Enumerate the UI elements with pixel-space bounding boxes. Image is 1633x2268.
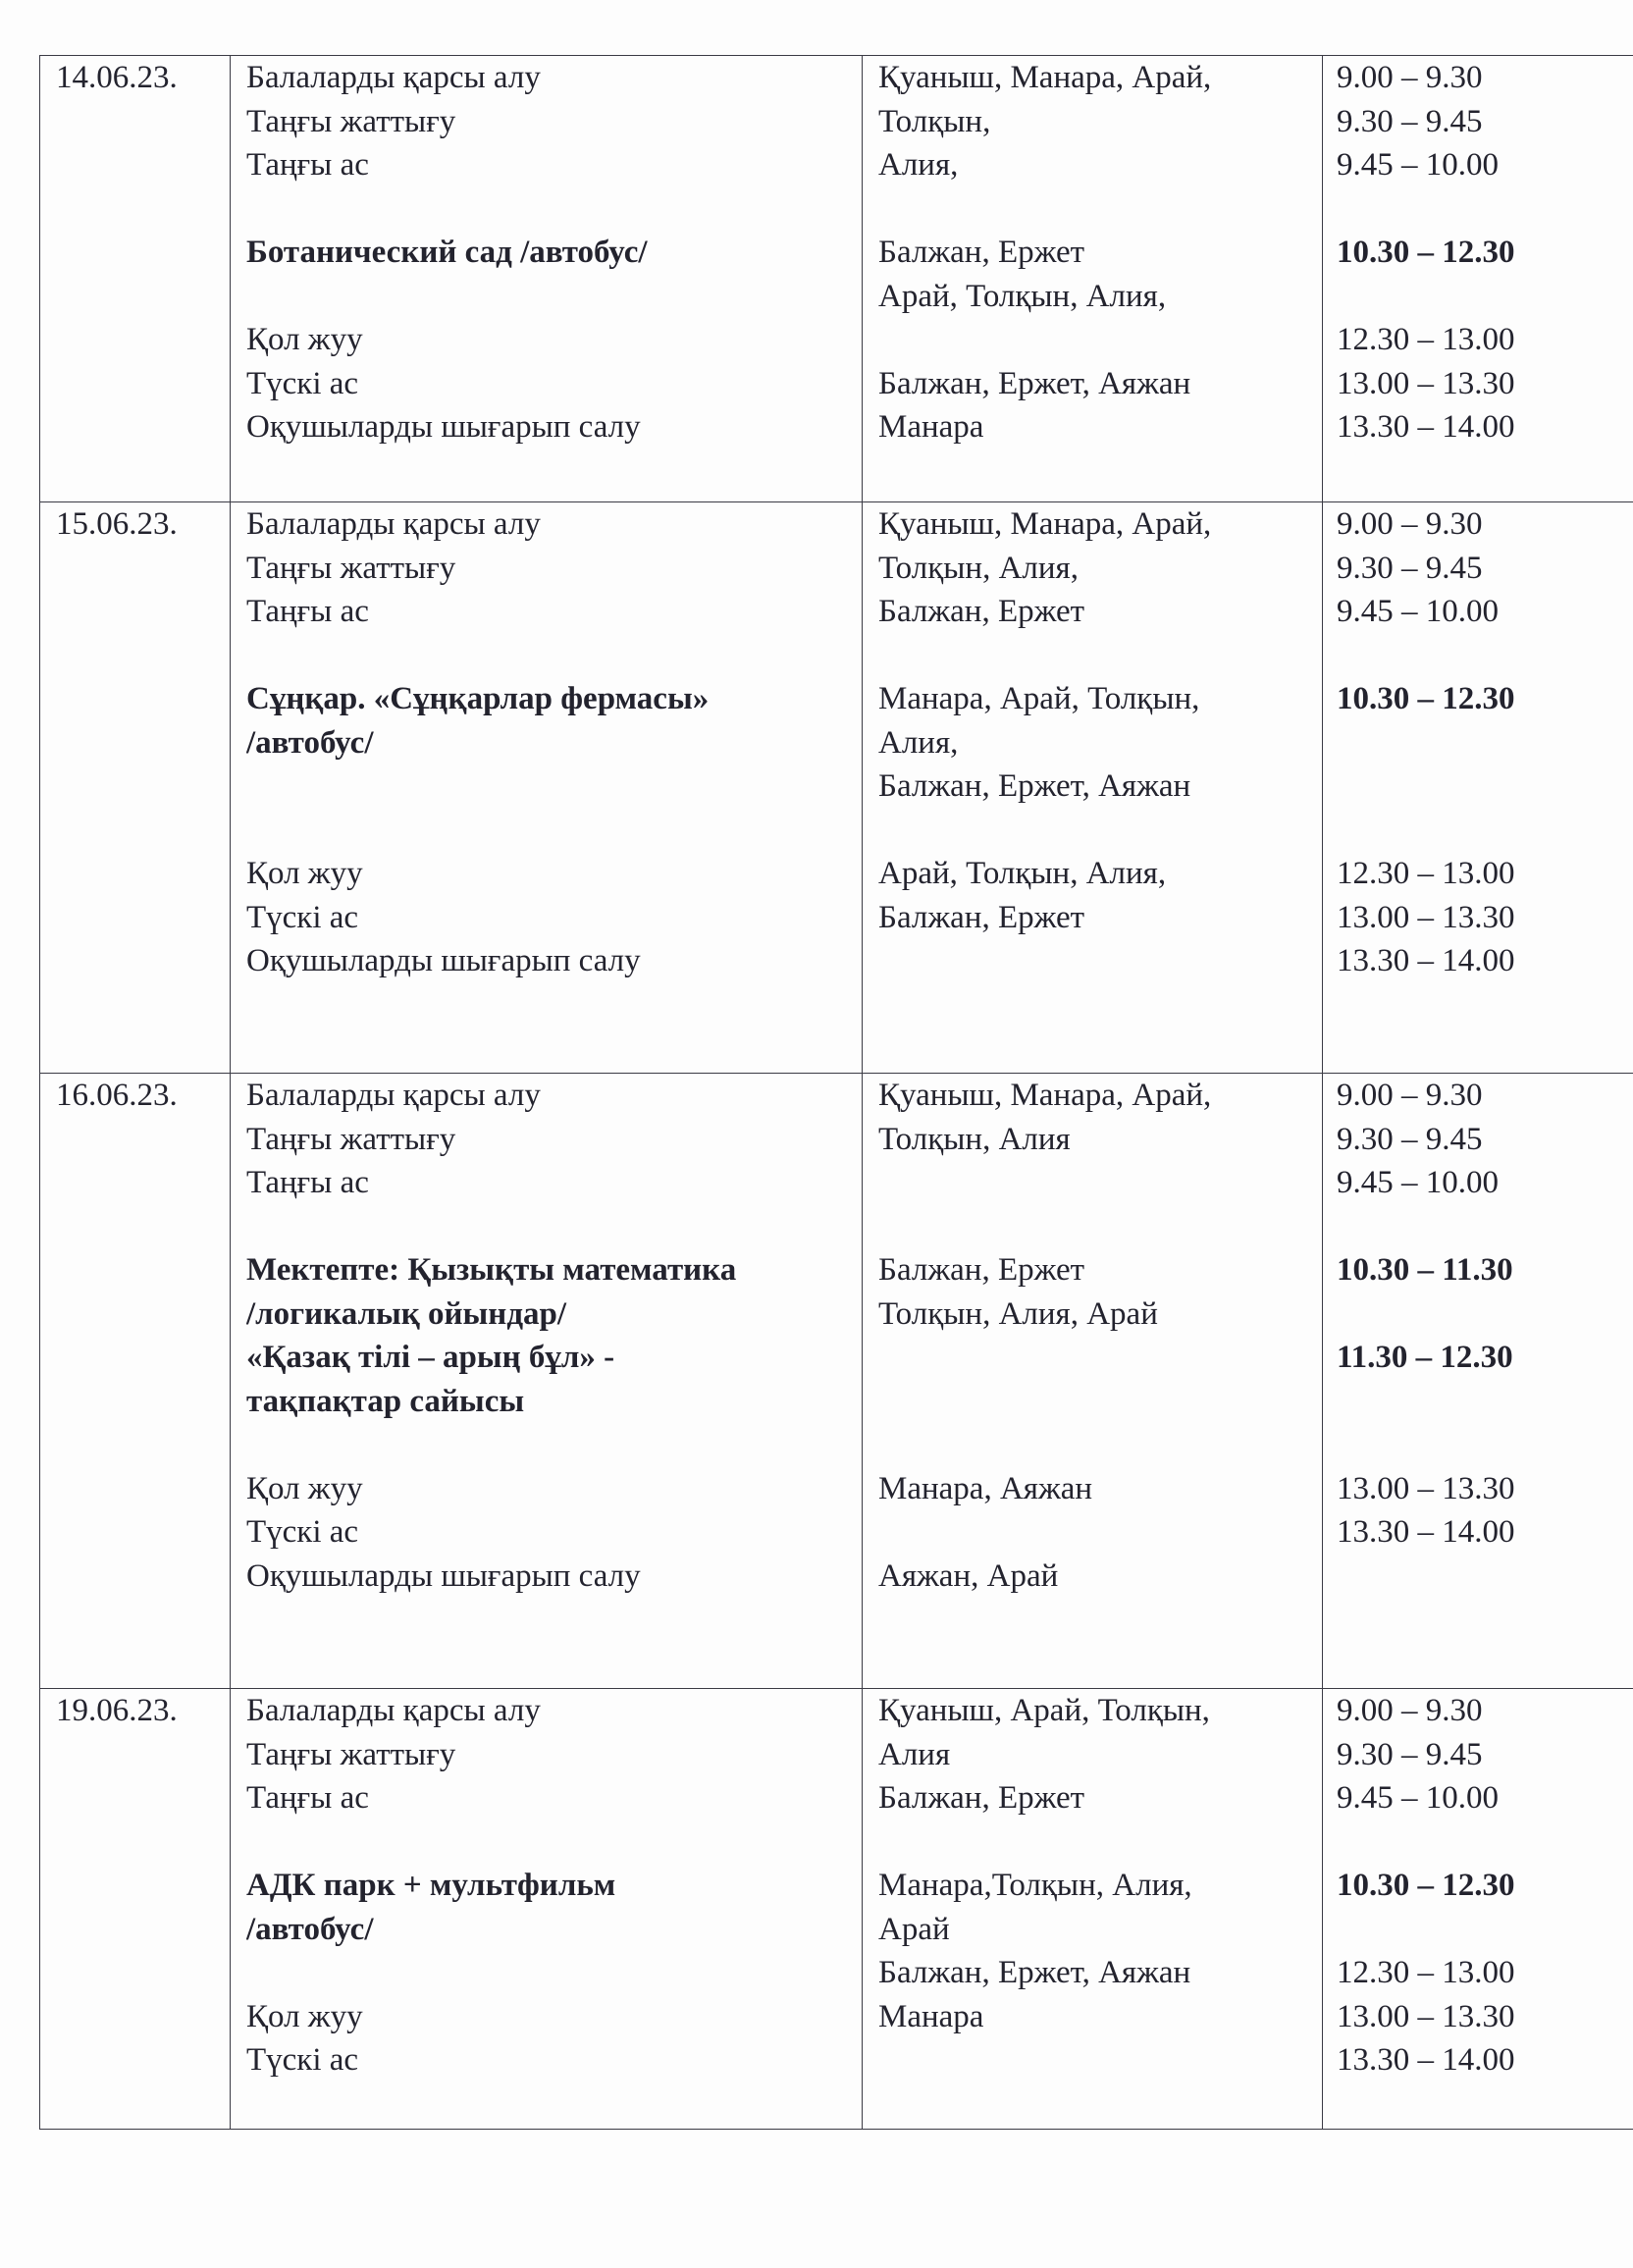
responsible-cell	[863, 1689, 1323, 2130]
activity-line: Таңғы жаттығу	[246, 1736, 456, 1772]
activity-line: Таңғы жаттығу	[246, 1121, 456, 1157]
activity-line: Таңғы ас	[246, 1780, 369, 1816]
responsible-line: Қуаныш, Манара, Арай,	[878, 506, 1212, 542]
time-line: 10.30 – 12.30	[1337, 681, 1515, 716]
time-line: 12.30 – 13.00	[1337, 856, 1515, 891]
time-line: 9.00 – 9.30	[1337, 506, 1483, 542]
time-line: 9.30 – 9.45	[1337, 550, 1483, 586]
time-line: 9.45 – 10.00	[1337, 594, 1499, 629]
spacer	[1337, 1423, 1633, 1467]
schedule-body	[40, 56, 1633, 2130]
spacer	[1337, 275, 1633, 319]
spacer	[1337, 1380, 1633, 1424]
time-cell	[1323, 56, 1633, 502]
time-cell	[1323, 1074, 1633, 1689]
date-text: 15.06.23.	[56, 506, 178, 542]
time-line: 9.30 – 9.45	[1337, 1121, 1483, 1157]
spacer	[1337, 187, 1633, 232]
activity-cell	[231, 502, 863, 1074]
time-line: 9.45 – 10.00	[1337, 1165, 1499, 1200]
spacer	[246, 634, 862, 678]
spacer	[878, 1423, 1322, 1467]
responsible-line: Алия	[878, 1736, 951, 1772]
date-text: 14.06.23.	[56, 60, 178, 95]
spacer	[1337, 1555, 1633, 1599]
time-cell	[1323, 502, 1633, 1074]
responsible-line: Балжан, Ержет	[878, 594, 1085, 629]
activity-line: Оқушыларды шығарып салу	[246, 1557, 641, 1594]
time-line: 9.00 – 9.30	[1337, 60, 1483, 95]
day-row	[40, 1074, 1633, 1689]
responsible-line: Балжан, Ержет, Аяжан	[878, 1955, 1191, 1990]
activity-line: «Қазақ тілі – арың бұл» -	[246, 1340, 615, 1375]
responsible-line: Балжан, Ержет	[878, 235, 1085, 270]
day-row	[40, 1689, 1633, 2130]
spacer	[1337, 634, 1633, 678]
activity-line: Түскі ас	[246, 899, 359, 935]
responsible-line: Арай, Толқын, Алия,	[878, 856, 1167, 891]
time-line: 13.30 – 14.00	[1337, 943, 1515, 978]
spacer	[1337, 1908, 1633, 1952]
time-line: 9.45 – 10.00	[1337, 1780, 1499, 1816]
activity-line: Балаларды қарсы алу	[246, 506, 541, 542]
time-cell	[1323, 1689, 1633, 2130]
activity-line: Балаларды қарсы алу	[246, 60, 541, 95]
date-text: 19.06.23.	[56, 1693, 178, 1728]
responsible-line: Манара	[878, 1998, 984, 2034]
responsible-line: Қуаныш, Арай, Толқын,	[878, 1693, 1210, 1728]
responsible-line: Манара, Аяжан	[878, 1470, 1093, 1506]
responsible-cell	[863, 1074, 1323, 1689]
time-line: 9.00 – 9.30	[1337, 1693, 1483, 1728]
responsible-line: Толқын, Алия	[878, 1121, 1071, 1157]
activity-cell	[231, 56, 863, 502]
day-row	[40, 56, 1633, 502]
activity-line: Оқушыларды шығарып салу	[246, 943, 641, 978]
responsible-line: Толқын, Алия, Арай	[878, 1295, 1158, 1332]
responsible-line: Манара, Арай, Толқын,	[878, 681, 1200, 716]
responsible-line: Балжан, Ержет	[878, 1780, 1085, 1816]
spacer	[878, 939, 1322, 983]
responsible-line: Арай	[878, 1911, 950, 1947]
activity-line: Оқушыларды шығарып салу	[246, 409, 641, 445]
spacer	[246, 187, 862, 232]
time-line: 11.30 – 12.30	[1337, 1340, 1513, 1375]
activity-line: /автобус/	[246, 1911, 374, 1947]
activity-line: Қол жуу	[246, 1998, 363, 2034]
activity-line: Балаларды қарсы алу	[246, 1693, 541, 1728]
responsible-line: Толқын, Алия,	[878, 550, 1079, 586]
activity-line: АДК парк + мультфильм	[246, 1868, 616, 1903]
spacer	[1337, 1820, 1633, 1865]
spacer	[246, 1423, 862, 1467]
spacer	[878, 318, 1322, 362]
time-line: 13.30 – 14.00	[1337, 409, 1515, 445]
time-line: 10.30 – 12.30	[1337, 235, 1515, 270]
time-line: 9.30 – 9.45	[1337, 1736, 1483, 1772]
spacer	[1337, 765, 1633, 809]
day-row	[40, 502, 1633, 1074]
activity-line: Қол жуу	[246, 1470, 363, 1506]
activity-line: Қол жуу	[246, 856, 363, 891]
activity-line: Таңғы жаттығу	[246, 550, 456, 586]
responsible-line: Балжан, Ержет, Аяжан	[878, 365, 1191, 401]
responsible-line: Аяжан, Арай	[878, 1557, 1059, 1594]
activity-line: Түскі ас	[246, 1514, 359, 1550]
time-line: 10.30 – 11.30	[1337, 1252, 1513, 1288]
responsible-line: Балжан, Ержет	[878, 899, 1085, 935]
responsible-line: Алия,	[878, 724, 959, 761]
activity-line: /автобус/	[246, 724, 374, 761]
time-line: 9.45 – 10.00	[1337, 147, 1499, 183]
activity-line: Түскі ас	[246, 365, 359, 401]
spacer	[246, 275, 862, 319]
schedule-table	[39, 55, 1633, 2130]
time-line: 13.00 – 13.30	[1337, 1470, 1515, 1506]
spacer	[878, 1161, 1322, 1205]
activity-line: Ботанический сад /автобус/	[246, 235, 648, 270]
activity-line: Таңғы жаттығу	[246, 103, 456, 139]
responsible-line: Манара,Толқын, Алия,	[878, 1868, 1192, 1903]
time-line: 12.30 – 13.00	[1337, 1955, 1515, 1990]
time-line: 13.00 – 13.30	[1337, 1998, 1515, 2034]
spacer	[1337, 721, 1633, 765]
date-cell	[40, 1689, 231, 2130]
responsible-line: Қуаныш, Манара, Арай,	[878, 60, 1212, 95]
time-line: 12.30 – 13.00	[1337, 322, 1515, 357]
spacer	[246, 765, 862, 809]
time-line: 13.00 – 13.30	[1337, 899, 1515, 935]
time-line: 13.30 – 14.00	[1337, 2042, 1515, 2078]
spacer	[878, 809, 1322, 853]
spacer	[878, 1336, 1322, 1380]
responsible-line: Қуаныш, Манара, Арай,	[878, 1078, 1212, 1113]
spacer	[246, 1951, 862, 1995]
activity-cell	[231, 1074, 863, 1689]
spacer	[878, 634, 1322, 678]
responsible-cell	[863, 502, 1323, 1074]
responsible-line: Балжан, Ержет, Аяжан	[878, 768, 1191, 804]
time-line: 13.30 – 14.00	[1337, 1514, 1515, 1550]
activity-line: Таңғы ас	[246, 594, 369, 629]
activity-line: Қол жуу	[246, 322, 363, 357]
date-cell	[40, 56, 231, 502]
responsible-line: Манара	[878, 409, 984, 445]
time-line: 10.30 – 12.30	[1337, 1868, 1515, 1903]
spacer	[246, 809, 862, 853]
responsible-line: Балжан, Ержет	[878, 1252, 1085, 1288]
date-cell	[40, 502, 231, 1074]
spacer	[1337, 1205, 1633, 1249]
activity-line: Мектепте: Қызықты математика	[246, 1252, 737, 1288]
spacer	[878, 1205, 1322, 1249]
spacer	[1337, 1292, 1633, 1337]
spacer	[878, 1510, 1322, 1555]
spacer	[246, 1205, 862, 1249]
activity-line: Таңғы ас	[246, 1165, 369, 1200]
responsible-line: Алия,	[878, 147, 959, 183]
activity-line: тақпақтар сайысы	[246, 1383, 525, 1419]
activity-line: /логикалық ойындар/	[246, 1295, 567, 1332]
date-text: 16.06.23.	[56, 1078, 178, 1113]
spacer	[246, 1820, 862, 1865]
time-line: 13.00 – 13.30	[1337, 365, 1515, 401]
spacer	[878, 2038, 1322, 2083]
activity-line: Түскі ас	[246, 2042, 359, 2078]
time-line: 9.00 – 9.30	[1337, 1078, 1483, 1113]
spacer	[878, 1380, 1322, 1424]
spacer	[1337, 809, 1633, 853]
spacer	[878, 187, 1322, 232]
activity-line: Сұңқар. «Сұңқарлар фермасы»	[246, 681, 710, 716]
date-cell	[40, 1074, 231, 1689]
activity-line: Балаларды қарсы алу	[246, 1078, 541, 1113]
time-line: 9.30 – 9.45	[1337, 103, 1483, 139]
spacer	[878, 1820, 1322, 1865]
responsible-cell	[863, 56, 1323, 502]
responsible-line: Толқын,	[878, 103, 991, 139]
activity-cell	[231, 1689, 863, 2130]
activity-line: Таңғы ас	[246, 147, 369, 183]
responsible-line: Арай, Толқын, Алия,	[878, 278, 1167, 314]
